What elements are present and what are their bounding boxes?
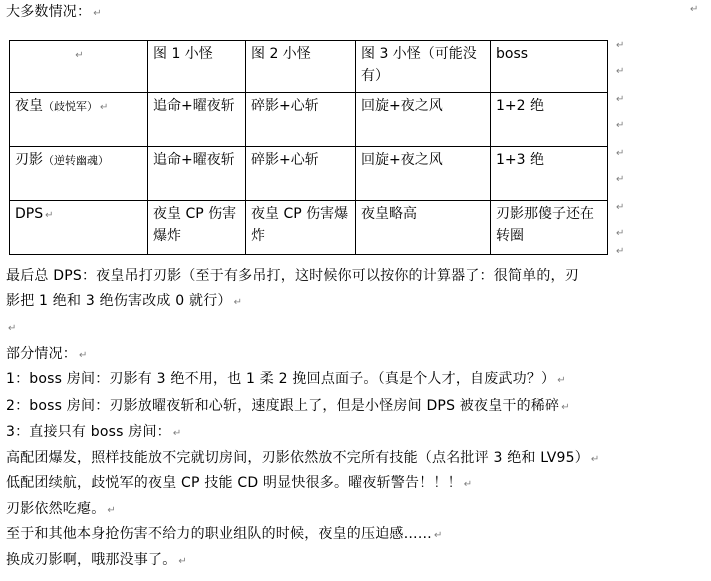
paragraph-mark-icon: ↵ (8, 323, 17, 334)
row-end-mark-icon: ↵ (616, 246, 625, 257)
table-cell: 刃影那傻子还在转圈 (491, 201, 608, 255)
table-header-cell (10, 41, 148, 93)
paragraph-mark-icon: ↵ (45, 210, 54, 221)
row-end-mark-icon: ↵ (616, 66, 625, 77)
body-line: 部分情况： ↵ (6, 346, 88, 362)
body-line: 高配团爆发，照样技能放不完就切房间，刃影依然放不完所有技能（点名批评 3 绝和 LV95） ↵ (6, 450, 600, 466)
row-end-mark-icon: ↵ (616, 94, 625, 105)
paragraph-mark-icon: ↵ (93, 8, 102, 19)
body-line (6, 317, 17, 339)
table-header-cell: 图 2 小怪 (246, 41, 356, 93)
body-line: 最后总 DPS：夜皇吊打刃影（至于有多吊打，这时候你可以按你的计算器了：很简单的，刃 (6, 268, 579, 284)
paragraph-mark-icon: ↵ (79, 350, 88, 361)
table-header-row (10, 41, 608, 93)
table-cell: 碎影+心斩 (246, 147, 356, 201)
row-end-mark-icon: ↵ (616, 40, 625, 51)
body-line: 3：直接只有 boss 房间： ↵ (6, 424, 182, 440)
table-header-cell: boss (491, 41, 608, 93)
table-cell: 1+2 绝 (491, 93, 608, 147)
paragraph-mark-icon: ↵ (463, 479, 473, 490)
body-line: 影把 1 绝和 3 绝伤害改成 0 就行） ↵ (6, 293, 243, 309)
table-cell: 追命+曜夜斩 (148, 93, 246, 147)
body-line: 至于和其他本身抢伤害不给力的职业组队的时候，夜皇的压迫感…… ↵ (6, 526, 443, 542)
comparison-table (9, 40, 608, 255)
intro-line (6, 2, 102, 24)
row-end-mark-icon: ↵ (616, 202, 625, 213)
table-cell: 追命+曜夜斩 (148, 147, 246, 201)
table-cell: 1+3 绝 (491, 147, 608, 201)
row-label-cell: 夜皇（歧悦军） ↵ (10, 93, 148, 147)
paragraph-mark-icon: ↵ (100, 102, 109, 113)
row-label-cell: 刃影（逆转幽魂） (10, 147, 148, 201)
table-cell: 回旋+夜之风 (356, 93, 491, 147)
table-header-cell: 图 1 小怪 (148, 41, 246, 93)
table-row (10, 147, 608, 201)
paragraph-mark-icon: ↵ (690, 4, 699, 15)
body-line: 2：boss 房间：刃影放曜夜斩和心斩，速度跟上了，但是小怪房间 DPS 被夜皇干的稀碎 ↵ (6, 398, 570, 414)
table-cell: 碎影+心斩 (246, 93, 356, 147)
paragraph-mark-icon: ↵ (75, 50, 84, 61)
table-cell: 夜皇 CP 伤害爆炸 (246, 201, 356, 255)
table-cell: 夜皇略高 (356, 201, 491, 255)
paragraph-mark-icon: ↵ (233, 297, 243, 308)
body-line: 换成刃影啊，哦那没事了。 ↵ (6, 552, 187, 568)
paragraph-mark-icon: ↵ (107, 505, 116, 516)
row-end-mark-icon: ↵ (616, 120, 625, 131)
body-line: 1：boss 房间：刃影有 3 绝不用，也 1 柔 2 挽回点面子。（真是个人才，自废武功？） ↵ (6, 371, 566, 387)
row-end-mark-icon: ↵ (616, 148, 625, 159)
paragraph-mark-icon: ↵ (172, 428, 182, 439)
paragraph-mark-icon: ↵ (557, 375, 566, 386)
table-row (10, 201, 608, 255)
body-line: 刃影依然吃瘪。 ↵ (6, 501, 116, 517)
body-line: 低配团续航，歧悦军的夜皇 CP 技能 CD 明显快很多。曜夜斩警告！！！ ↵ (6, 475, 473, 491)
paragraph-mark-icon: ↵ (561, 402, 570, 413)
table-header-cell: 图 3 小怪（可能没有） (356, 41, 491, 93)
paragraph-mark-icon: ↵ (178, 556, 187, 567)
paragraph-mark-icon: ↵ (434, 530, 443, 541)
table-cell: 回旋+夜之风 (356, 147, 491, 201)
row-label-cell: DPS ↵ (10, 201, 148, 255)
paragraph-mark-icon: ↵ (590, 454, 600, 465)
table-row (10, 93, 608, 147)
row-end-mark-icon: ↵ (616, 174, 625, 185)
intro-text: 大多数情况： (6, 4, 92, 20)
row-end-mark-icon: ↵ (616, 228, 625, 239)
table-cell: 夜皇 CP 伤害爆炸 (148, 201, 246, 255)
